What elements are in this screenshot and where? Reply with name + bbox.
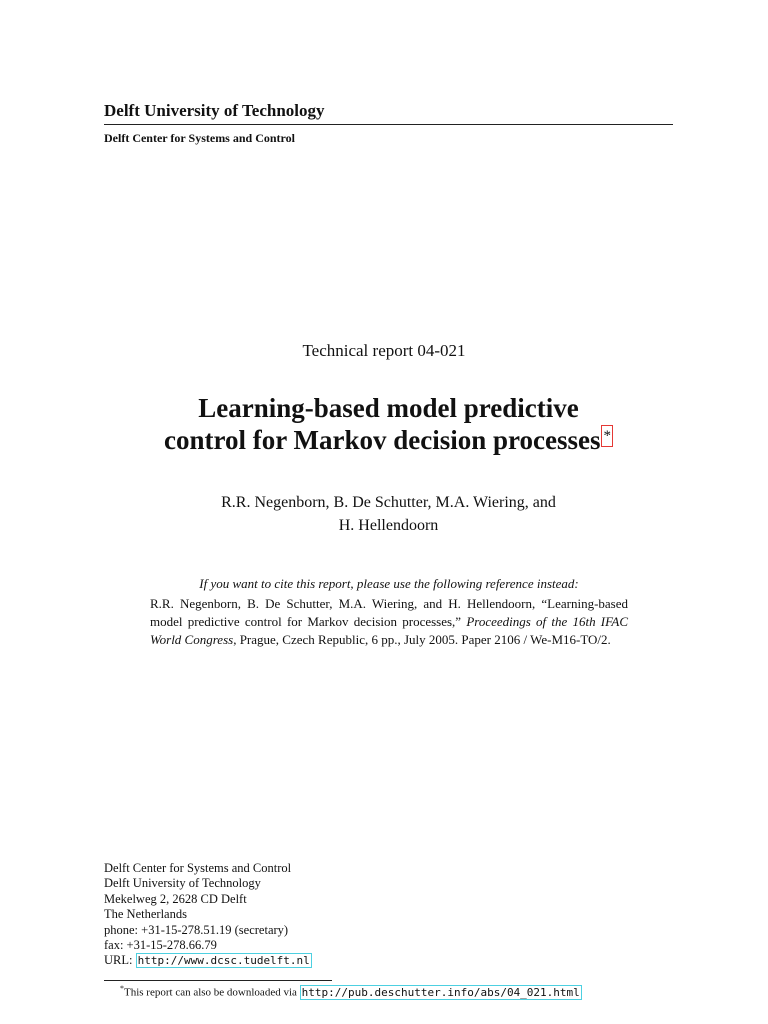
footnote-text: This report can also be downloaded via <box>124 986 297 999</box>
footnote-mark: * <box>120 984 124 993</box>
report-number: Technical report 04-021 <box>302 341 466 360</box>
address-line-1: Delft Center for Systems and Control <box>104 861 292 875</box>
citation-venue: Proceedings of the 16th IFAC World Congress <box>150 614 628 647</box>
footnote <box>120 984 582 999</box>
citation-intro: If you want to cite this report, please use the following reference instead: <box>199 576 579 591</box>
footnote-link-mark[interactable]: * <box>601 425 613 447</box>
department-name: Delft Center for Systems and Control <box>104 131 295 145</box>
title-line-1: Learning-based model predictive <box>198 393 579 423</box>
citation-text-1: R.R. Negenborn, B. De Schutter, M.A. Wiering, and H. Hellendoorn, “Learning-based model predictive control for Markov decision processes,” <box>150 596 628 629</box>
address-line-2: Delft University of Technology <box>104 876 261 891</box>
address-line-3: Mekelweg 2, 2628 CD Delft <box>104 891 247 906</box>
authors-line-2: H. Hellendoorn <box>338 517 439 534</box>
citation-reference <box>150 595 628 649</box>
title-line-2 <box>104 424 673 456</box>
header-rule <box>104 124 673 125</box>
contact-address <box>104 861 312 969</box>
report-title <box>104 392 673 456</box>
address-line-4: The Netherlands <box>104 907 187 922</box>
university-name: Delft University of Technology <box>104 101 325 120</box>
url-label: URL: <box>104 953 133 968</box>
phone-number: phone: +31-15-278.51.19 (secretary) <box>104 922 289 937</box>
download-link[interactable]: http://pub.deschutter.info/abs/04_021.html <box>301 985 580 999</box>
footnote-rule <box>104 980 332 981</box>
website-link[interactable]: http://www.dcsc.tudelft.nl <box>137 954 310 968</box>
title-line-2-text: control for Markov decision processes <box>164 425 601 455</box>
author-list <box>104 491 673 537</box>
authors-line-1: R.R. Negenborn, B. De Schutter, M.A. Wiering, and <box>221 494 556 511</box>
fax-number: fax: +31-15-278.66.79 <box>104 938 217 953</box>
url-line <box>104 953 312 968</box>
citation-text-2: , Prague, Czech Republic, 6 pp., July 2005. Paper 2106 / We-M16-TO/2. <box>233 632 611 647</box>
